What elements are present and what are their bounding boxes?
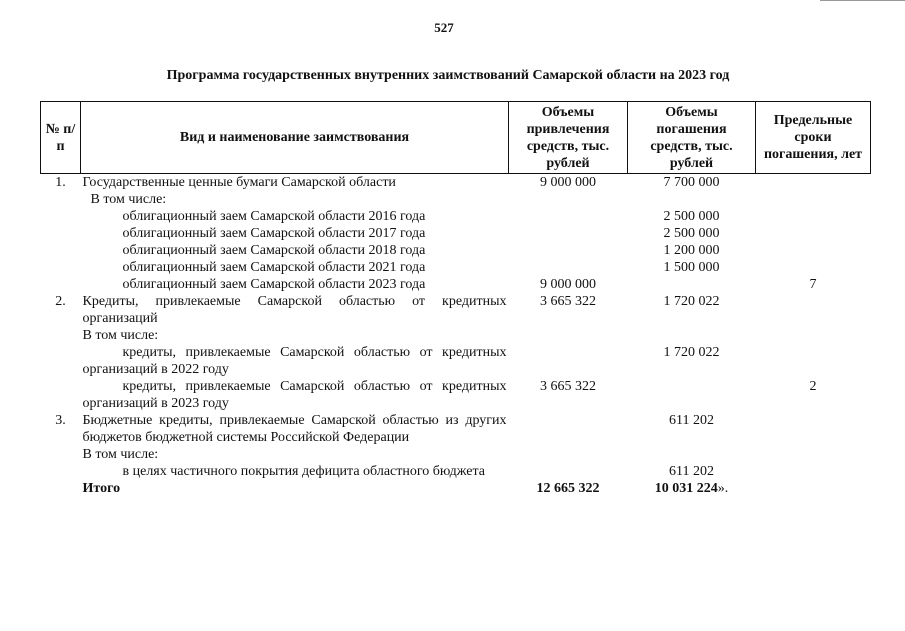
row-num <box>41 208 81 225</box>
table-row <box>41 327 871 344</box>
row-num <box>41 225 81 242</box>
row-attract <box>509 463 628 480</box>
row-attract <box>509 225 628 242</box>
row-attract <box>509 344 628 378</box>
row-num <box>41 191 81 208</box>
row-term <box>756 463 871 480</box>
header-name: Вид и наименование заимствования <box>81 102 509 174</box>
total-row <box>41 480 871 497</box>
total-repay-suffix: ». <box>717 481 729 496</box>
total-repay <box>628 480 756 497</box>
row-attract: 9 000 000 <box>540 175 596 190</box>
row-num: 3. <box>55 413 66 428</box>
row-repay: 2 500 000 <box>663 226 720 241</box>
scan-edge-line <box>820 0 905 1</box>
table-row <box>41 225 871 242</box>
row-repay: 1 720 022 <box>663 294 720 309</box>
row-repay: 611 202 <box>669 413 714 428</box>
row-term <box>756 242 871 259</box>
row-num <box>41 446 81 463</box>
row-repay <box>628 446 756 463</box>
row-term <box>756 225 871 242</box>
row-term: 2 <box>809 379 817 394</box>
total-num <box>41 480 81 497</box>
row-attract: 3 665 322 <box>540 379 596 394</box>
row-term <box>756 412 871 446</box>
row-term <box>756 259 871 276</box>
row-name: облигационный заем Самарской области 2021 года <box>122 260 426 275</box>
row-attract <box>509 327 628 344</box>
row-name: облигационный заем Самарской области 2017 года <box>122 226 426 241</box>
row-repay: 1 720 022 <box>663 345 720 360</box>
borrowing-program-table <box>40 101 871 497</box>
row-repay: 7 700 000 <box>663 175 720 190</box>
row-term <box>756 446 871 463</box>
row-term: 7 <box>809 277 817 292</box>
table-row <box>41 242 871 259</box>
row-name: Государственные ценные бумаги Самарской области <box>82 175 396 190</box>
row-name: В том числе: <box>90 192 167 207</box>
row-repay: 611 202 <box>669 464 714 479</box>
row-attract <box>509 208 628 225</box>
row-num <box>41 242 81 259</box>
table-row <box>41 208 871 225</box>
row-num <box>41 259 81 276</box>
row-term <box>756 327 871 344</box>
row-attract <box>509 191 628 208</box>
row-attract: 3 665 322 <box>540 294 596 309</box>
row-name: В том числе: <box>82 447 159 462</box>
row-term <box>756 174 871 192</box>
table-row <box>41 412 871 446</box>
row-num <box>41 344 81 378</box>
total-label: Итого <box>82 481 121 496</box>
row-repay <box>628 327 756 344</box>
row-name: Бюджетные кредиты, привлекаемые Самарской областью из других бюджетов бюджетной системы Российской Федерации <box>82 413 507 445</box>
row-name: кредиты, привлекаемые Самарской областью от кредитных организаций в 2023 году <box>82 379 507 411</box>
row-term <box>756 344 871 378</box>
row-term <box>756 293 871 327</box>
row-term <box>756 208 871 225</box>
row-attract <box>509 259 628 276</box>
row-repay <box>628 276 756 293</box>
table-row <box>41 463 871 480</box>
table-row <box>41 174 871 192</box>
table-row <box>41 191 871 208</box>
table-row <box>41 293 871 327</box>
row-name: в целях частичного покрытия дефицита областного бюджета <box>122 464 485 479</box>
row-num <box>41 378 81 412</box>
row-num: 2. <box>55 294 66 309</box>
page-number: 527 <box>434 20 454 35</box>
table-row <box>41 344 871 378</box>
row-repay: 2 500 000 <box>663 209 720 224</box>
row-term <box>756 191 871 208</box>
header-term: Предельные сроки погашения, лет <box>756 102 871 174</box>
row-name: кредиты, привлекаемые Самарской областью от кредитных организаций в 2022 году <box>82 345 507 377</box>
row-repay: 1 500 000 <box>663 260 720 275</box>
header-attract: Объемы привлечения средств, тыс. рублей <box>509 102 628 174</box>
table-row <box>41 446 871 463</box>
row-name: облигационный заем Самарской области 2023 года <box>122 277 426 292</box>
row-repay <box>628 378 756 412</box>
row-attract: 9 000 000 <box>540 277 596 292</box>
row-name: облигационный заем Самарской области 2016 года <box>122 209 426 224</box>
total-term <box>756 480 871 497</box>
row-attract <box>509 242 628 259</box>
row-name: облигационный заем Самарской области 2018 года <box>122 243 426 258</box>
row-repay: 1 200 000 <box>663 243 720 258</box>
row-attract <box>509 446 628 463</box>
total-attract: 12 665 322 <box>536 481 600 496</box>
row-name: В том числе: <box>82 328 159 343</box>
header-num: № п/п <box>41 102 81 174</box>
row-num <box>41 463 81 480</box>
row-num <box>41 276 81 293</box>
row-repay <box>628 191 756 208</box>
table-row <box>41 259 871 276</box>
row-num <box>41 327 81 344</box>
row-name: Кредиты, привлекаемые Самарской областью от кредитных организаций <box>82 294 507 326</box>
table-header-row <box>41 102 871 174</box>
document-title: Программа государственных внутренних заимствований Самарской области на 2023 год <box>166 68 730 83</box>
row-num: 1. <box>55 175 66 190</box>
row-attract <box>509 412 628 446</box>
table-row <box>41 378 871 412</box>
header-repay: Объемы погашения средств, тыс. рублей <box>628 102 756 174</box>
total-repay-value: 10 031 224 <box>654 481 718 496</box>
table-row <box>41 276 871 293</box>
